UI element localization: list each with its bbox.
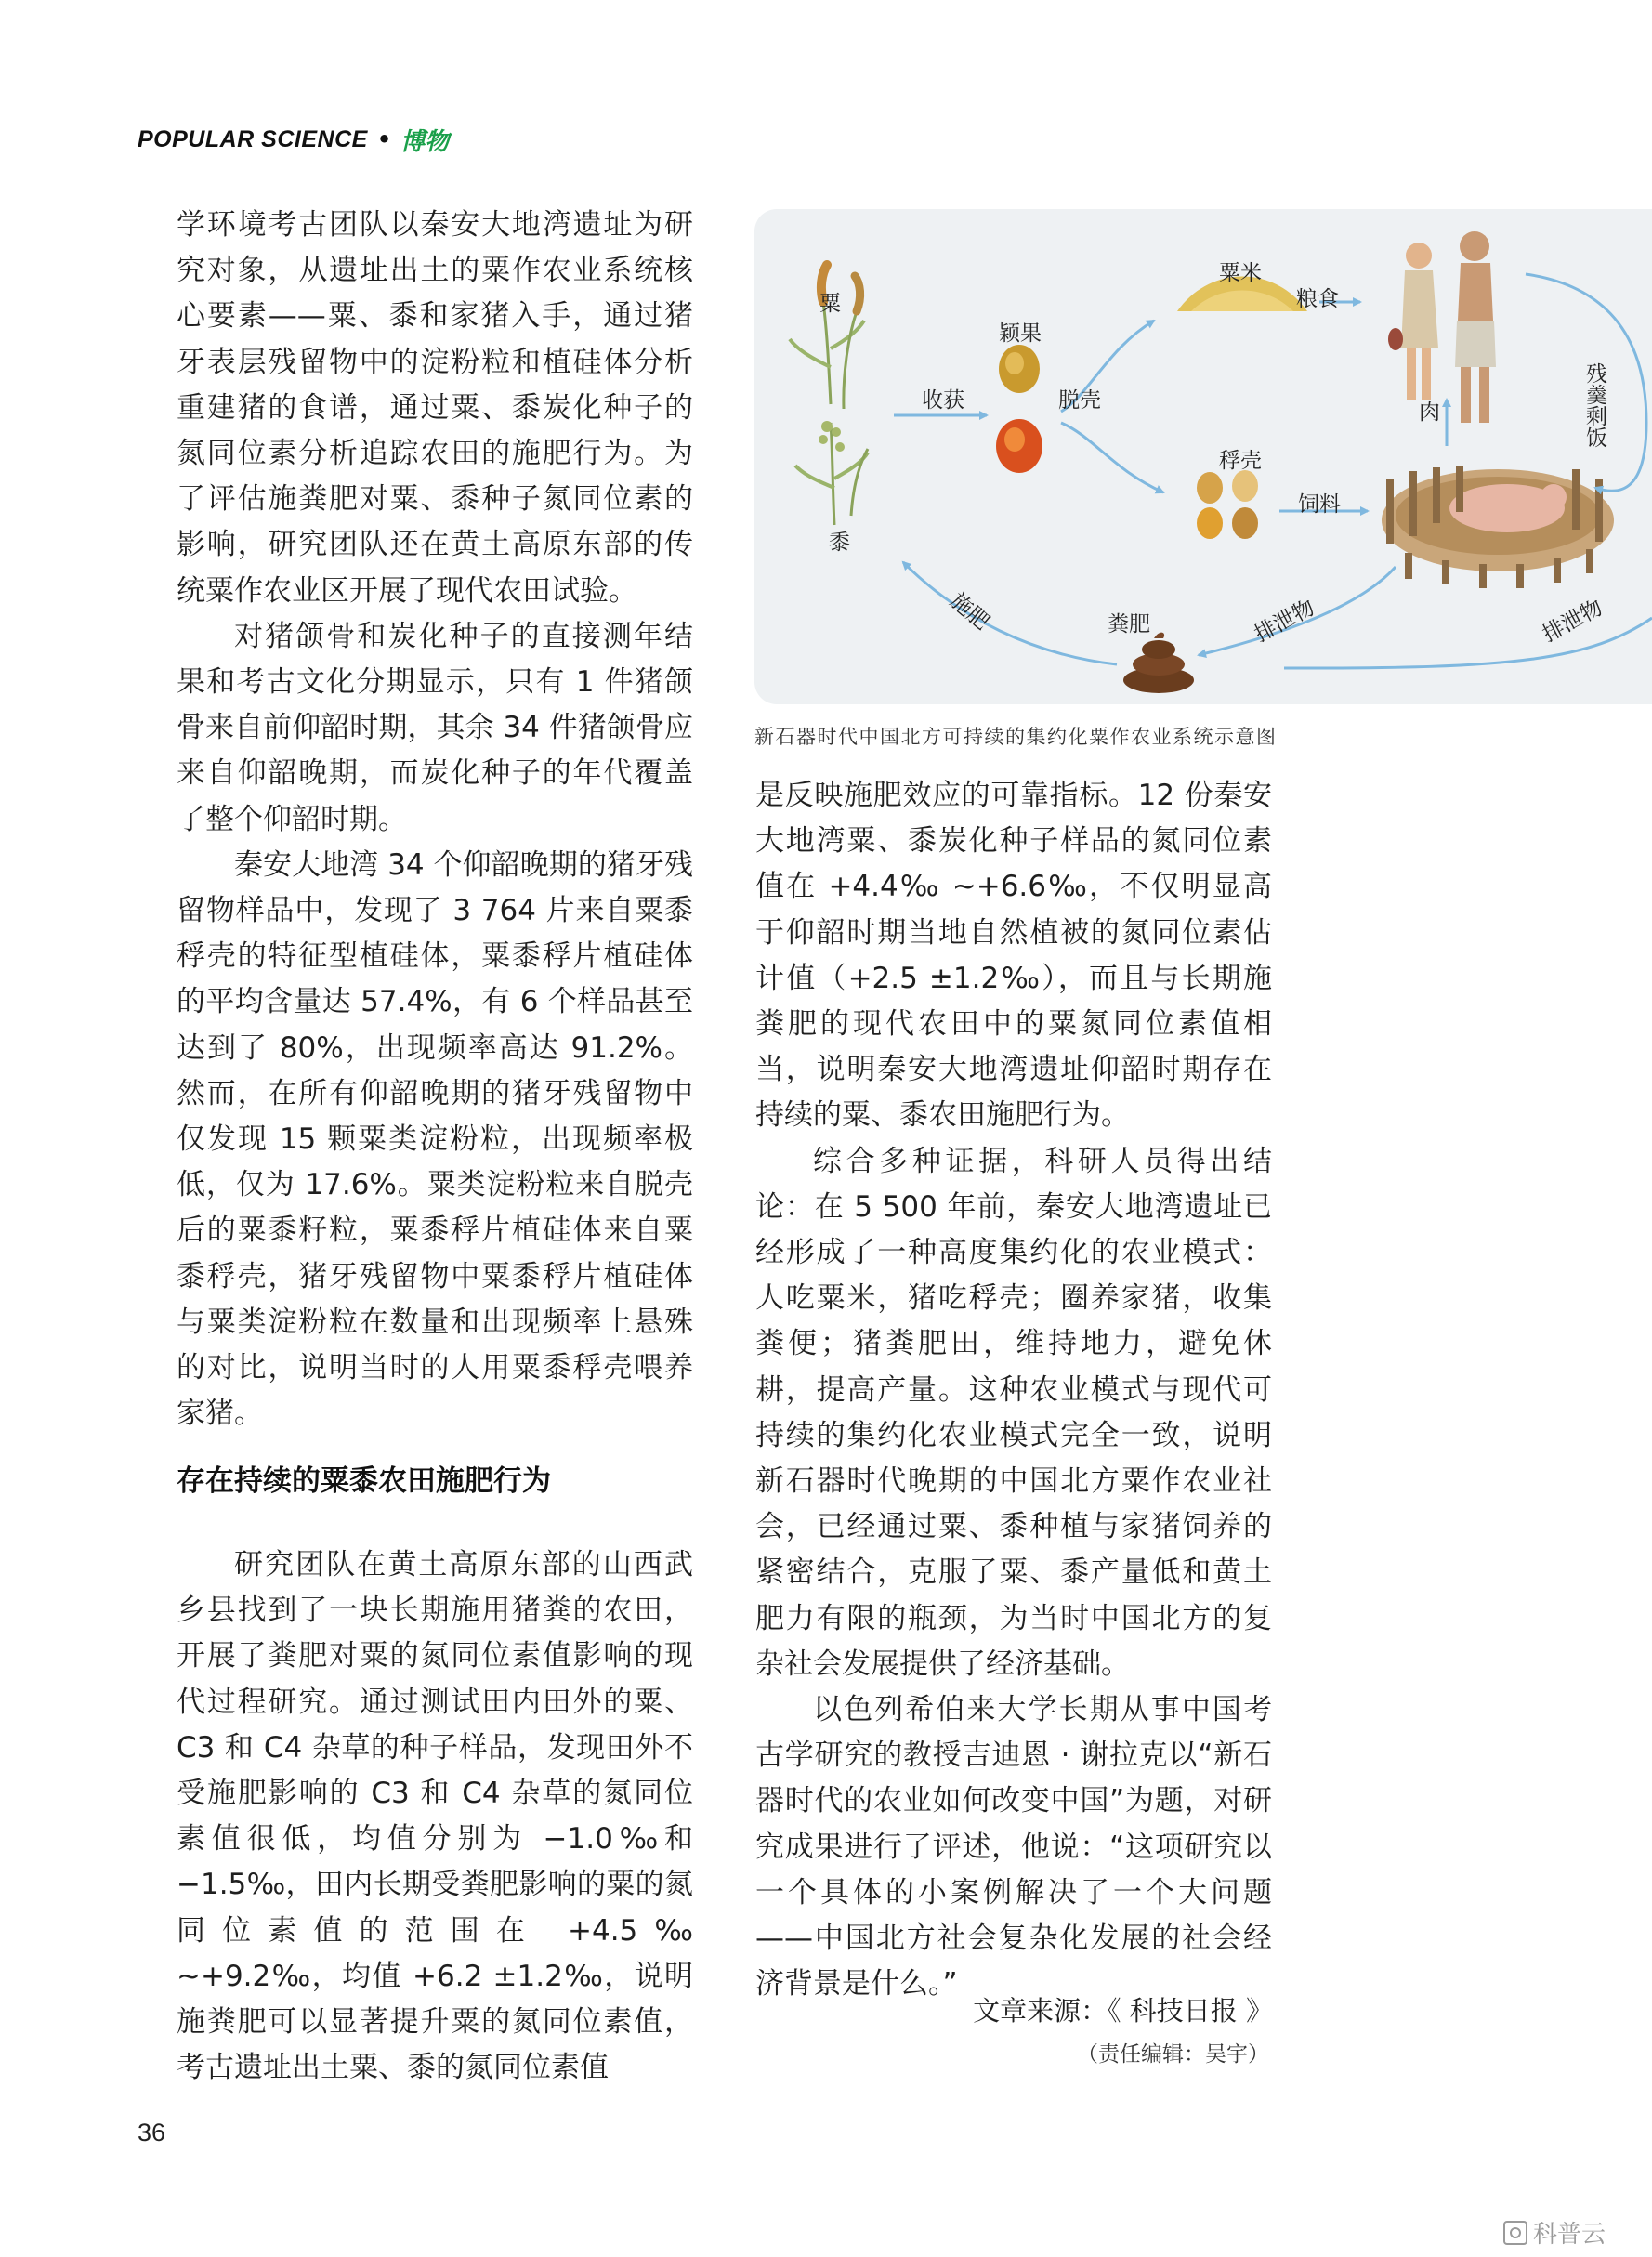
- figure-caption: 新石器时代中国北方可持续的集约化粟作农业系统示意图: [754, 726, 1278, 748]
- label-harvest: 收获: [922, 388, 964, 413]
- people-icon: [1388, 231, 1496, 423]
- watermark-text: 科普云: [1533, 2221, 1606, 2249]
- label-excreta: 排泄物: [1539, 596, 1607, 648]
- label-food: 粮食: [1296, 287, 1339, 311]
- label-grain: 颖果: [999, 321, 1042, 346]
- label-millet-rice: 粟米: [1219, 261, 1262, 285]
- label-broomcorn: 黍: [829, 531, 850, 555]
- paragraph: 以色列希伯来大学长期从事中国考古学研究的教授吉迪恩 · 谢拉克以“新石器时代的农业如何改变中国”为题，对研究成果进行了评述，他说：“这项研究以一个具体的小案例解决了一个大问题——中国北方社会复杂化发展的社会经济背景是什么。”: [755, 1693, 1272, 2001]
- article-source: 文章来源：《 科技日报 》: [973, 1995, 1273, 2027]
- paragraph: 秦安大地湾 34 个仰韶晚期的猪牙残留物样品中，发现了 3 764 片来自粟黍稃壳的特征型植硅体，粟黍稃片植硅体的平均含量达 57.4%，有 6 个样品甚至达到了 80%，出现频率高达 91.2%。然而，在所有仰韶晚期的猪牙残留物中仅发现 15 颗粟类淀粉粒，出现频率极低，仅为 17.6%。粟类淀粉粒来自脱壳后的粟黍籽粒，粟黍稃片植硅体来自粟黍稃壳，猪牙残留物中粟黍稃片植硅体与粟类淀粉粒在数量和出现频率上悬殊的对比，说明当时的人用粟黍稃壳喂养家猪。: [177, 847, 693, 1431]
- header-separator: •: [376, 126, 392, 152]
- section-name: 博物: [400, 127, 450, 156]
- watermark: [1503, 2215, 1606, 2250]
- husk-icon: [1197, 470, 1258, 539]
- paragraph: 综合多种证据，科研人员得出结论：在 5 500 年前，秦安大地湾遗址已经形成了一种高度集约化的农业模式：人吃粟米，猪吃稃壳；圈养家猪，收集粪便；猪粪肥田，维持地力，避免休耕，提高产量。这种农业模式与现代可持续的集约化农业模式完全一致，说明新石器时代晚期的中国北方粟作农业社会，已经通过粟、黍种植与家猪饲养的紧密结合，克服了粟、黍产量低和黄土肥力有限的瓶颈，为当时中国北方的复杂社会发展提供了经济基础。: [755, 1144, 1272, 1681]
- label-excreta: 排泄物: [1251, 596, 1319, 648]
- magazine-header: [138, 121, 449, 158]
- page-number: 36: [138, 2119, 166, 2146]
- section-heading: 存在持续的粟黍农田施肥行为: [177, 1464, 551, 1498]
- paragraph: 学环境考古团队以秦安大地湾遗址为研究对象，从遗址出土的粟作农业系统核心要素——粟、黍和家猪入手，通过猪牙表层残留物中的淀粉粒和植硅体分析重建猪的食谱，通过粟、黍炭化种子的氮同位素分析追踪农田的施肥行为。为了评估施粪肥对粟、黍种子氮同位素的影响，研究团队还在黄土高原东部的传统粟作农业区开展了现代农田试验。: [177, 208, 693, 608]
- brand-name: POPULAR SCIENCE: [138, 125, 368, 152]
- broomcorn-plant-icon: [795, 421, 868, 525]
- label-fertilize: 施肥: [945, 588, 994, 636]
- agriculture-system-diagram: [754, 209, 1652, 704]
- label-meat: 肉: [1419, 400, 1440, 425]
- label-manure: 粪肥: [1108, 612, 1150, 636]
- label-dehull: 脱壳: [1058, 388, 1101, 413]
- label-millet: 粟: [819, 292, 841, 316]
- kepuyun-logo-icon: [1503, 2221, 1527, 2245]
- editor-credit: （责任编辑：吴宇）: [1077, 2042, 1269, 2067]
- paragraph: 对猪颌骨和炭化种子的直接测年结果和考古文化分期显示，只有 1 件猪颌骨来自前仰韶时期，其余 34 件猪颌骨应来自仰韶晚期，而炭化种子的年代覆盖了整个仰韶时期。: [177, 619, 693, 836]
- left-column-top: [177, 203, 693, 1437]
- label-leftovers: 残羹剩饭: [1582, 362, 1606, 448]
- left-column-bottom: [177, 1542, 693, 2091]
- label-husk: 稃壳: [1219, 449, 1262, 473]
- right-column: [755, 773, 1272, 2007]
- diagram-graphics: [754, 209, 1652, 704]
- paragraph: 是反映施肥效应的可靠指标。12 份秦安大地湾粟、黍炭化种子样品的氮同位素值在 +4.4‰ ~+6.6‰，不仅明显高于仰韶时期当地自然植被的氮同位素估计值（+2.5 ±1.2‰），而且与长期施粪肥的现代农田中的粟氮同位素值相当，说明秦安大地湾遗址仰韶时期存在持续的粟、黍农田施肥行为。: [755, 779, 1272, 1133]
- label-feed: 饲料: [1298, 492, 1341, 517]
- pig-pen-icon: [1382, 466, 1614, 588]
- grain-icon: [996, 345, 1042, 473]
- paragraph: 研究团队在黄土高原东部的山西武乡县找到了一块长期施用猪粪的农田，开展了粪肥对粟的氮同位素值影响的现代过程研究。通过测试田内田外的粟、C3 和 C4 杂草的种子样品，发现田外不受施肥影响的 C3 和 C4 杂草的氮同位素值很低，均值分别为 −1.0‰和 −1.5‰，田内长期受粪肥影响的粟的氮同位素值的范围在 +4.5‰ ~+9.2‰，均值 +6.2 ±1.2‰，说明施粪肥可以显著提升粟的氮同位素值，考古遗址出土粟、黍的氮同位素值: [177, 1548, 693, 2085]
- manure-icon: [1123, 633, 1194, 693]
